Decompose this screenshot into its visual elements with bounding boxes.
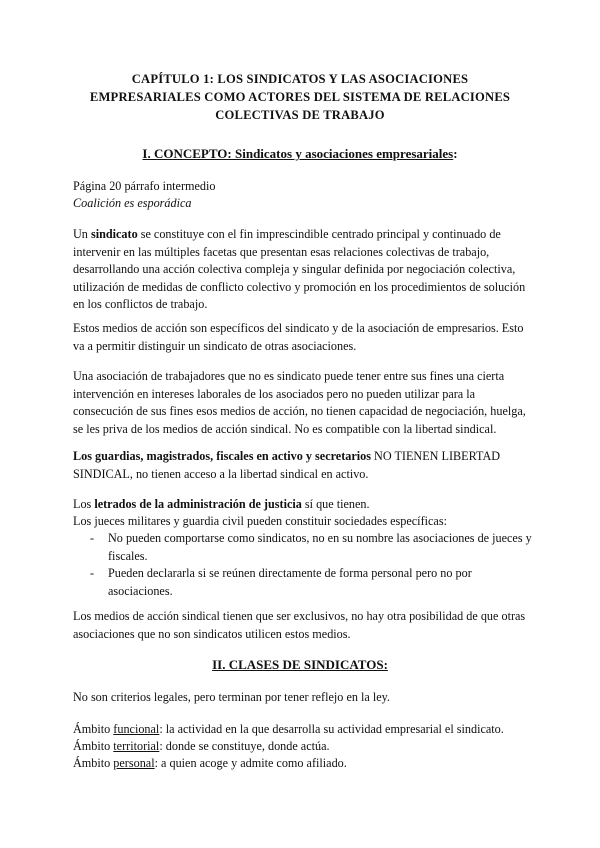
ambito-label: Ámbito [73,756,114,770]
paragraph-guardias [73,448,533,483]
p5-body: sí que tienen. [301,497,370,511]
paragraph-letrados [73,496,533,514]
chapter-title-line-2: EMPRESARIALES COMO ACTORES DEL SISTEMA DE RELACIONES [89,90,511,104]
p5-prefix: Los [73,497,95,511]
ambito-desc: : a quien acoge y admite como afiliado. [154,756,347,770]
list-item-text: Pueden declararla si se reúnen directamente de forma personal pero no por asociaciones. [108,566,472,598]
chapter-title-line-1: CAPÍTULO 1: LOS SINDICATOS Y LAS ASOCIACIONES [131,72,469,86]
p1-prefix: Un [73,227,91,241]
ambito-term: territorial [113,739,160,753]
list-item: - Pueden declararla si se reúnen directamente de forma personal pero no por asociaciones. [90,566,472,598]
p4-bold: Los guardias, magistrados, fiscales en activo y secretarios [73,449,371,463]
section-2-heading [0,657,600,673]
ambito-term: personal [113,756,155,770]
p4-body: NO TIENEN LIBERTAD SINDICAL, no tienen acceso a la libertad sindical en activo. [73,449,501,481]
ambito-label: Ámbito [73,722,114,736]
p5-bold: letrados de la administración de justicia [94,497,302,511]
ambito-desc: : donde se constituye, donde actúa. [159,739,330,753]
chapter-title-line-3: COLECTIVAS DE TRABAJO [215,108,385,122]
ambito-personal [73,755,533,773]
coalicion-note: Coalición es esporádica [73,196,192,210]
section-1-heading-colon: : [453,146,458,161]
bullet-list [73,530,533,600]
section-2-heading-text: II. CLASES DE SINDICATOS: [212,657,388,672]
list-item: - No pueden comportarse como sindicatos, no en su nombre las asociaciones de jueces y fiscales. [90,531,532,563]
ambito-territorial [73,738,533,756]
paragraph-sindicato-definition [73,226,533,314]
ambito-funcional [73,721,533,739]
p1-bold-term: sindicato [90,227,138,241]
chapter-title [60,70,540,124]
paragraph-medios-exclusivos: Los medios de acción sindical tienen que ser exclusivos, no hay otra posibilidad de que otras asociaciones que no son sindicatos utilicen estos medios. [73,609,526,641]
paragraph-jueces-militares: Los jueces militares y guardia civil pueden constituir sociedades específicas: [73,514,447,528]
paragraph-asociacion-trabajadores: Una asociación de trabajadores que no es sindicato puede tener entre sus fines una cierta intervención en intereses laborales de los asociados pero no pueden utilizar para la consecución de sus fines esos medios de acción, no tienen capacidad de negociación, huelga, se les priva de los medios de acción sindical. No es compatible con la libertad sindical. [73,369,526,436]
p1-body: se constituye con el fin imprescindible centrado principal y continuado de intervenir en las múltiples facetas que presentan esas relaciones colectivas de trabajo, desarrollando una acción colectiva compleja y singular definida por negociación colectiva, utilización de medidas de conflicto colectivo y promoción en los procedimientos de solución en los conflictos de trabajo. [73,227,526,311]
list-item-text: No pueden comportarse como sindicatos, no en su nombre las asociaciones de jueces y fiscales. [108,531,532,563]
ambito-desc: : la actividad en la que desarrolla su actividad empresarial el sindicato. [159,722,504,736]
page-reference: Página 20 párrafo intermedio [73,179,216,193]
ambito-term: funcional [113,722,160,736]
ambito-label: Ámbito [73,739,114,753]
section-1-heading [0,146,600,162]
paragraph-medios-accion: Estos medios de acción son específicos del sindicato y de la asociación de empresarios. Esto va a permitir distinguir un sindicato de otras asociaciones. [73,321,524,353]
paragraph-criterios: No son criterios legales, pero terminan por tener reflejo en la ley. [73,690,390,704]
section-1-heading-text: I. CONCEPTO: Sindicatos y asociaciones empresariales [142,146,454,161]
